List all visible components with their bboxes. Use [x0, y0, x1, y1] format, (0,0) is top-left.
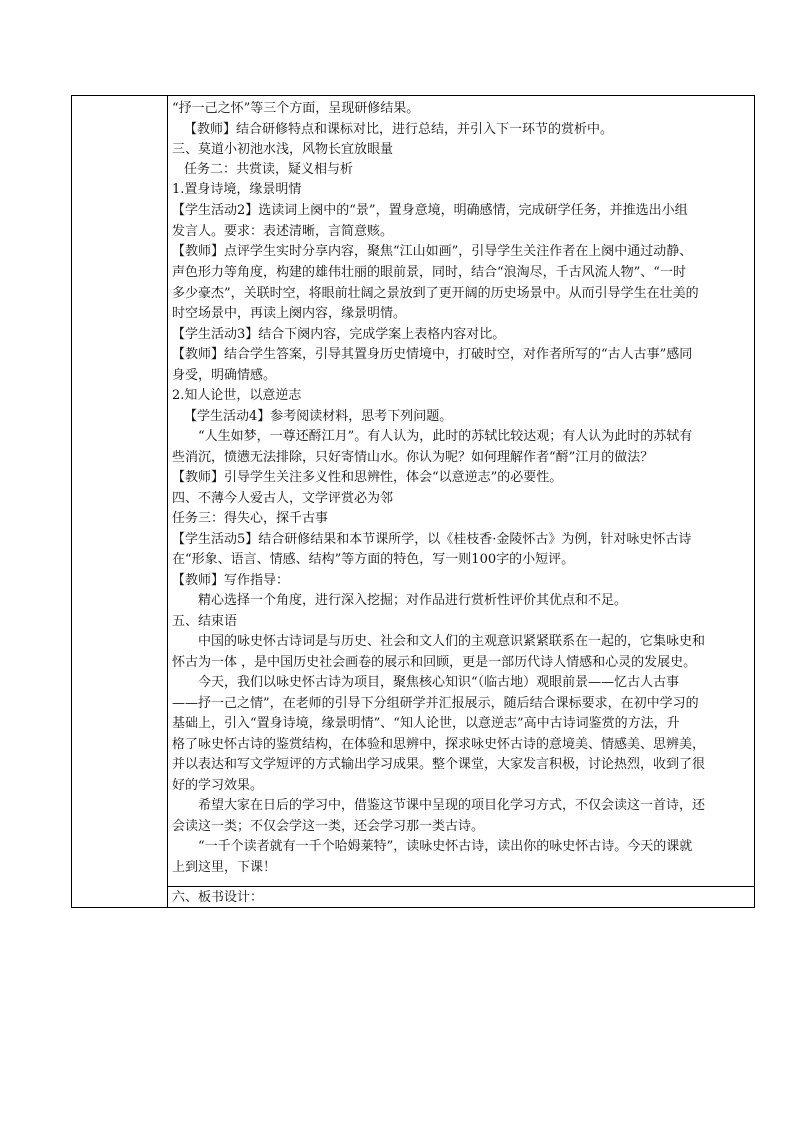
row-divider [168, 886, 754, 887]
text-line: “一千个读者就有一千个哈姆莱特”，读咏史怀古诗，读出你的咏史怀古诗。今天的课就 [198, 839, 693, 854]
text-line: 【教师】写作指导： [172, 573, 290, 588]
text-line: “人生如梦，一尊还酹江月”。有人认为，此时的苏轼比较达观；有人认为此时的苏轼有 [198, 429, 693, 444]
section-heading: 五、结束语 [172, 614, 238, 629]
lesson-table [71, 95, 755, 908]
text-line: 怀古为一体 ，是中国历史社会画卷的展示和回顾，更是一部历代诗人情感和心灵的发展史。 [172, 655, 697, 670]
label-column-cell [72, 96, 168, 907]
section-heading: 四、不薄今人爱古人，文学评赏必为邻 [172, 491, 394, 506]
task-heading: 任务三：得失心，探千古事 [172, 511, 329, 526]
content-cell [168, 96, 754, 907]
section-heading: 六、板书设计： [172, 890, 264, 905]
text-line: 多少豪杰”，关联时空，将眼前壮阔之景放到了更开阔的历史场景中。从而引导学生在壮美的 [172, 286, 699, 301]
subsection-heading: 2.知人论世，以意逆志 [172, 388, 302, 403]
text-line: 【教师】点评学生实时分享内容，聚焦“江山如画”，引导学生关注作者在上阕中通过动静、 [172, 244, 693, 259]
text-line: 些消沉，愤懑无法排除，只好寄情山水。你认为呢？如何理解作者“酹”江月的做法？ [172, 450, 654, 465]
text-line: 并以表达和写文学短评的方式输出学习成果。整个课堂，大家发言积极，讨论热烈，收到了很 [172, 757, 706, 772]
text-line: 格了咏史怀古诗的鉴赏结构，在体验和思辨中，探求咏史怀古诗的意境美、情感美、思辨美， [172, 737, 706, 752]
text-line: 好的学习效果。 [172, 778, 264, 793]
text-line: 【学生活动4】参考阅读材料，思考下列问题。 [184, 409, 453, 424]
section-heading: 三、莫道小初池水浅，风物长宜放眼量 [172, 142, 394, 157]
text-line: 上到这里，下课！ [172, 860, 277, 875]
text-line: 精心选择一个角度，进行深入挖掘；对作品进行赏析性评价其优点和不足。 [198, 593, 628, 608]
text-line: 【教师】结合研修特点和课标对比，进行总结，并引入下一环节的赏析中。 [184, 122, 614, 137]
text-line: 今天，我们以咏史怀古诗为项目，聚焦核心知识“（临古地）观眼前景——忆古人古事 [198, 675, 680, 690]
text-line: 中国的咏史怀古诗词是与历史、社会和文人们的主观意识紧紧联系在一起的，它集咏史和 [198, 634, 706, 649]
text-line: ——抒一己之情”，在老师的引导下分组研学并汇报展示，随后结合课标要求，在初中学习的 [172, 696, 699, 711]
text-line: 【教师】引导学生关注多义性和思辨性，体会“以意逆志”的必要性。 [172, 470, 563, 485]
text-line: 希望大家在日后的学习中，借鉴这节课中呈现的项目化学习方式，不仅会读这一首诗，还 [198, 798, 706, 813]
text-line: 基础上，引入“置身诗境，缘景明情”、“知人论世，以意逆志”高中古诗词鉴赏的方法，升 [172, 716, 680, 731]
text-line: “抒一己之怀”等三个方面，呈现研修结果。 [172, 101, 420, 116]
text-line: 【学生活动3】结合下阕内容，完成学案上表格内容对比。 [172, 327, 506, 342]
text-line: 在“形象、语言、情感、结构”等方面的特色，写一则100字的小短评。 [172, 552, 575, 567]
text-line: 【教师】结合学生答案，引导其置身历史情境中，打破时空，对作者所写的“古人古事”感同 [172, 347, 693, 362]
task-heading: 任务二：共赏读，疑义相与析 [184, 162, 354, 177]
text-line: 发言人。要求：表述清晰，言简意赅。 [172, 224, 394, 239]
text-line: 【学生活动5】结合研修结果和本节课所学，以《桂枝香·金陵怀古》为例，针对咏史怀古诗 [172, 532, 692, 547]
text-line: 时空场景中，再读上阕内容，缘景明情。 [172, 306, 407, 321]
text-line: 【学生活动2】选读词上阕中的“景”，置身意境，明确感情，完成研学任务，并推选出小组 [172, 203, 688, 218]
text-line: 身受，明确情感。 [172, 368, 277, 383]
text-line: 会读这一类；不仅会学这一类，还会学习那一类古诗。 [172, 819, 485, 834]
text-line: 声色形力等角度，构建的雄伟壮丽的眼前景，同时，结合“浪淘尽，千古风流人物”、“一时 [172, 265, 686, 280]
subsection-heading: 1.置身诗境，缘景明情 [172, 182, 302, 197]
